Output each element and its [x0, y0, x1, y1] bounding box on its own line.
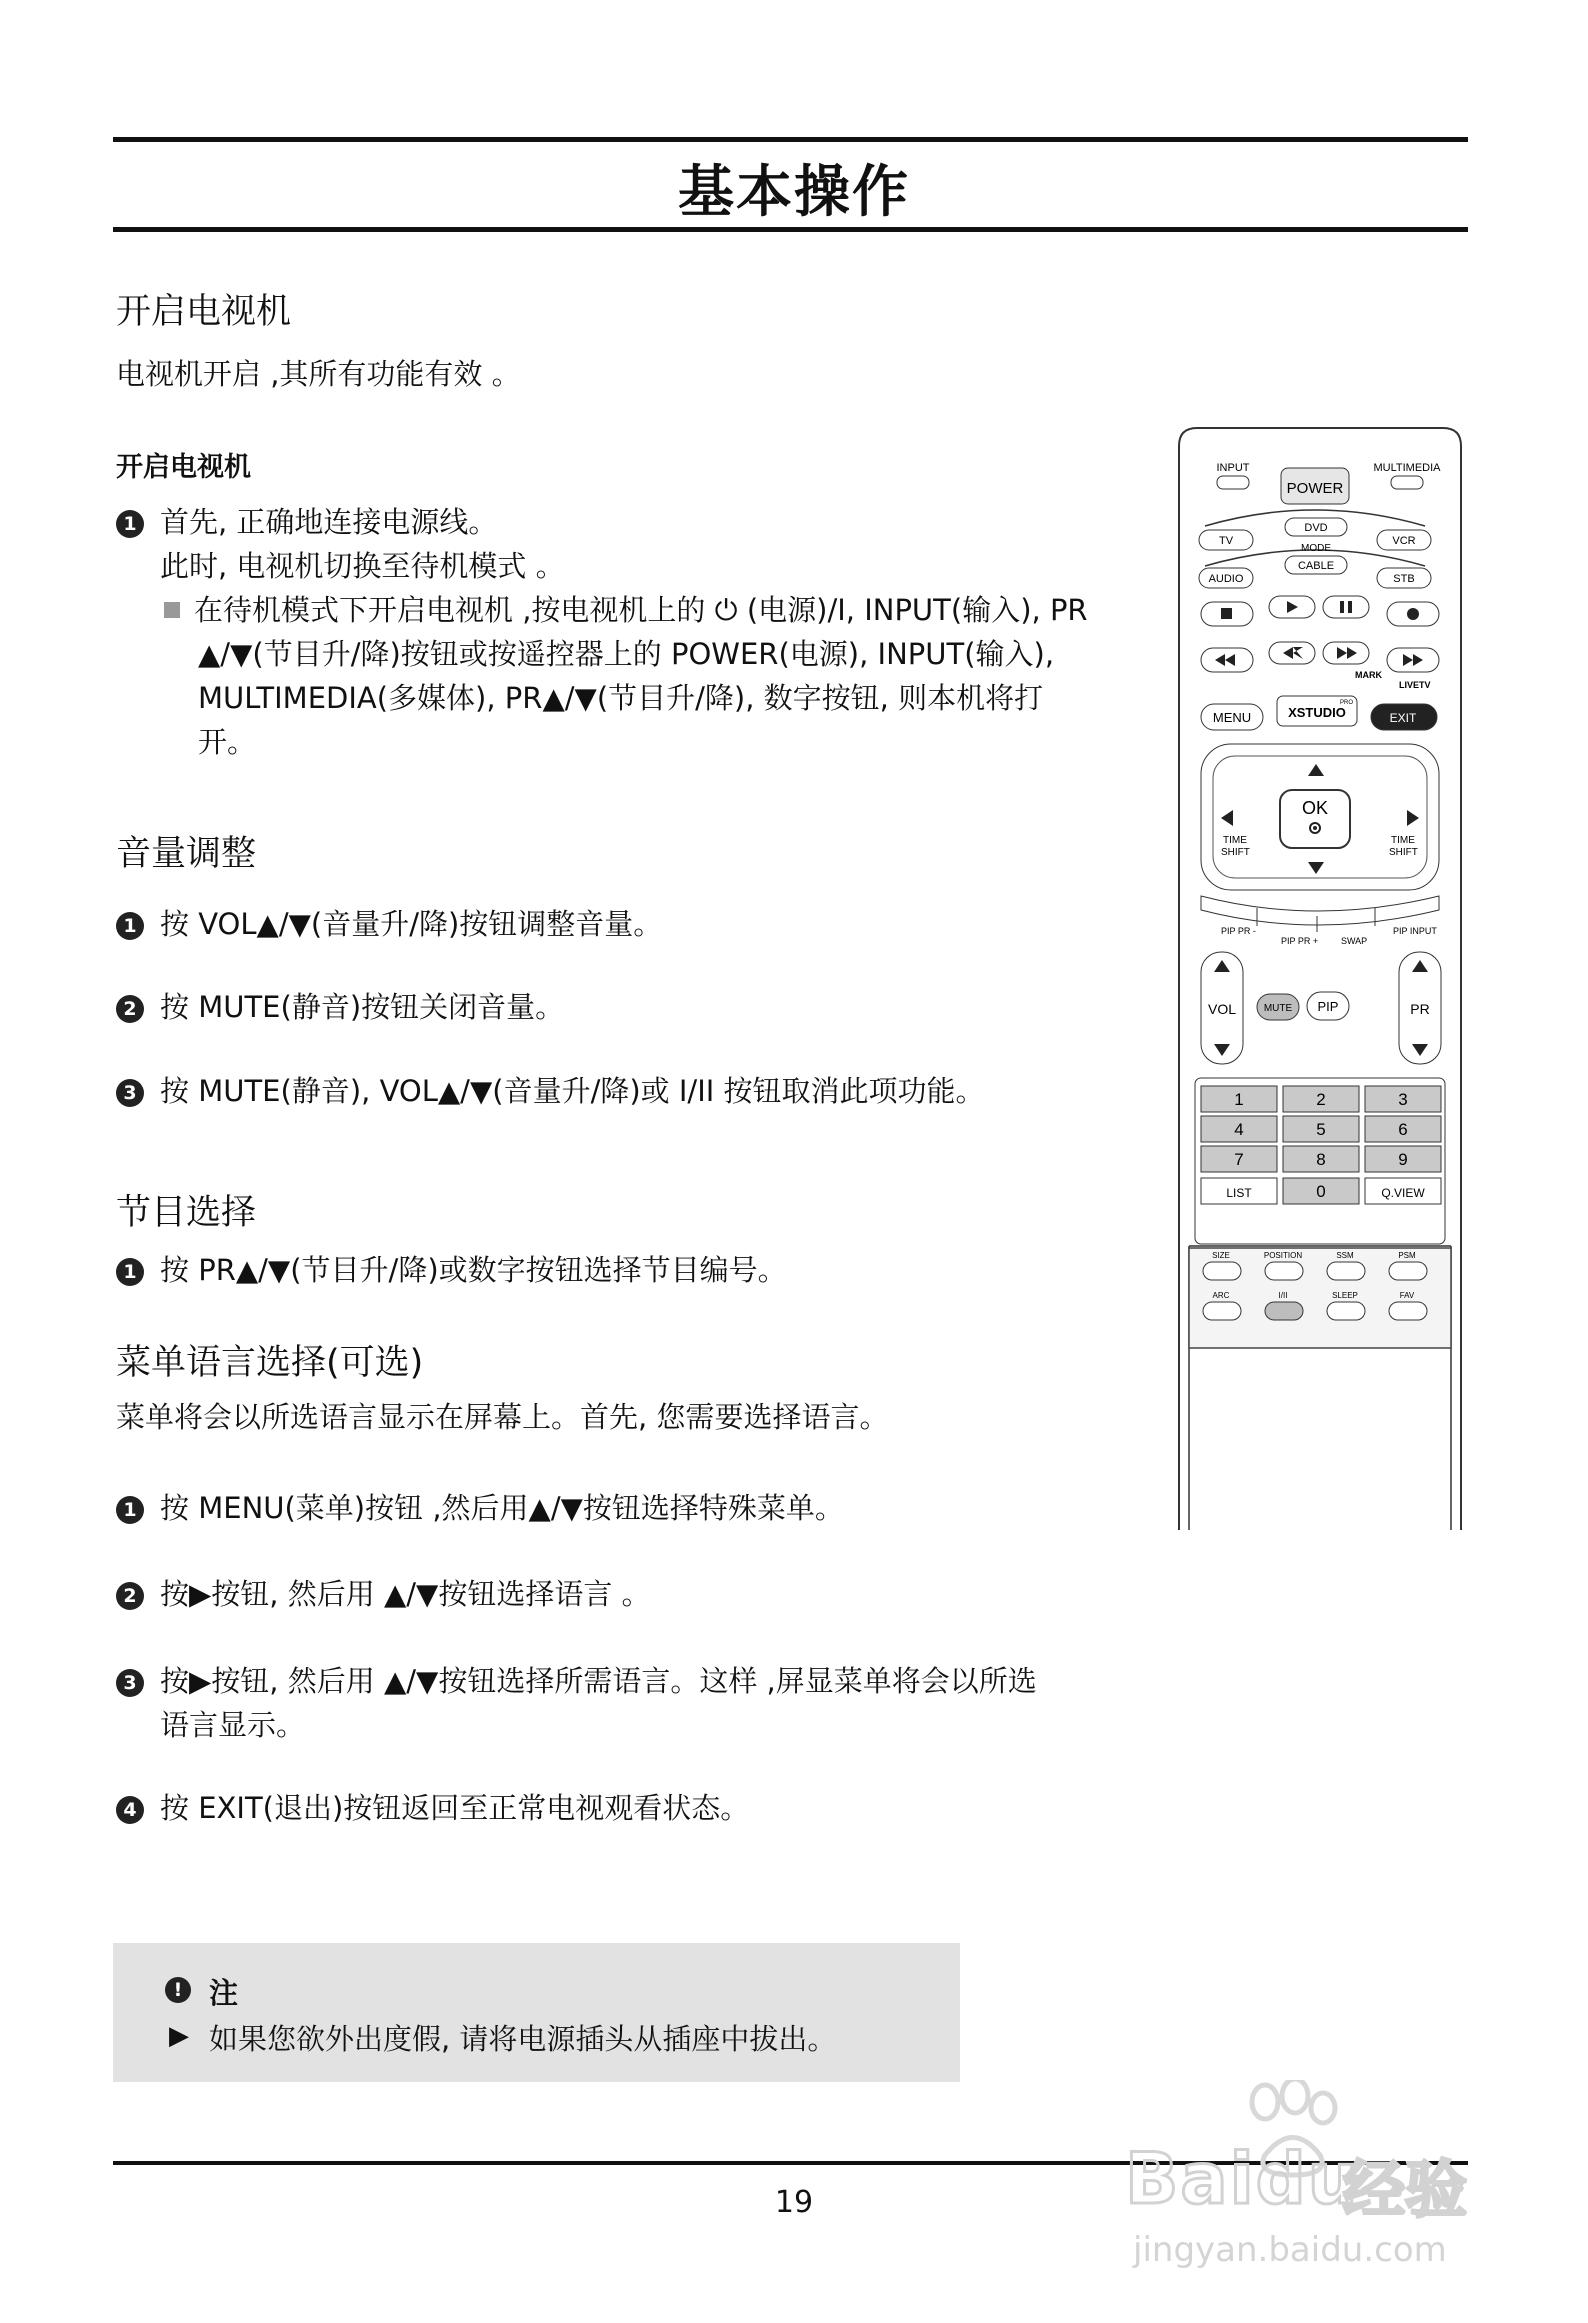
vol-label: VOL [1207, 1001, 1237, 1017]
livetv-label: LIVETV [1399, 680, 1431, 690]
title-rule [113, 227, 1468, 232]
step-text: 按 EXIT(退出)按钮返回至正常电视观看状态。 [160, 1791, 750, 1825]
keypad-key-label: 3 [1398, 1090, 1408, 1109]
pr-label: PR [1410, 1001, 1430, 1017]
step-number: 2 [116, 1582, 144, 1610]
step-number: 1 [116, 510, 144, 538]
keypad-key-label: 8 [1316, 1150, 1326, 1169]
section-heading-power-on: 开启电视机 [116, 292, 292, 332]
watermark-brand-cn: 经验 [1343, 2153, 1468, 2226]
exit-label: EXIT [1389, 711, 1417, 725]
tv-label: TV [1218, 535, 1234, 547]
step-text: 语言显示。 [160, 1708, 306, 1742]
small-button-iii[interactable] [1265, 1302, 1303, 1320]
pip-input-label[interactable]: PIP INPUT [1393, 926, 1437, 936]
keypad-key-label: 9 [1398, 1150, 1408, 1169]
step-number: 1 [116, 1496, 144, 1524]
time-shift-right-label: TIME [1391, 835, 1415, 846]
keypad-key-label: 7 [1234, 1150, 1244, 1169]
small-button-size[interactable] [1203, 1262, 1241, 1280]
note-label: 注 [209, 1976, 239, 2010]
time-shift-right-label: SHIFT [1389, 847, 1418, 858]
top-rule [113, 137, 1468, 142]
step-number: 3 [116, 1079, 144, 1107]
watermark-brand: Baidu [1125, 2138, 1360, 2220]
note-text: 如果您欲外出度假, 请将电源插头从插座中拔出。 [209, 2022, 837, 2056]
page-title: 基本操作 [678, 160, 910, 225]
cable-label: CABLE [1297, 560, 1335, 572]
pro-label: PRO [1340, 700, 1354, 706]
keypad-key-label: 1 [1234, 1090, 1244, 1109]
step-text: 按▶按钮, 然后用 ▲/▼按钮选择所需语言。这样 ,屏显菜单将会以所选 [160, 1664, 1037, 1698]
pip-pr-minus-label[interactable]: PIP PR - [1221, 926, 1256, 936]
mode-label: MODE [1301, 543, 1331, 554]
menu-label: MENU [1212, 710, 1252, 725]
small-button-label: POSITION [1263, 1251, 1303, 1260]
ok-label: OK [1301, 798, 1329, 818]
dvd-label: DVD [1304, 522, 1328, 534]
mute-label: MUTE [1263, 1003, 1293, 1014]
small-button-label: SIZE [1212, 1251, 1230, 1260]
remote-control-illustration [1177, 426, 1463, 1530]
watermark-url: jingyan.baidu.com [1133, 2230, 1447, 2270]
step-number: 2 [116, 995, 144, 1023]
small-button-sleep[interactable] [1327, 1302, 1365, 1320]
time-shift-left-label: TIME [1223, 835, 1247, 846]
power-label: POWER [1286, 480, 1344, 497]
small-button-label: SLEEP [1332, 1291, 1358, 1300]
bullet-line: MULTIMEDIA(多媒体), PR▲/▼(节目升/降), 数字按钮, 则本机将打 [198, 681, 1044, 715]
small-button-psm[interactable] [1389, 1262, 1427, 1280]
multimedia-button[interactable] [1391, 476, 1423, 489]
exclamation-icon: ! [165, 1977, 191, 2003]
pip-pr-plus-label[interactable]: PIP PR + [1281, 936, 1319, 946]
bullet-line: 开。 [198, 725, 257, 759]
step-text: 按 VOL▲/▼(音量升/降)按钮调整音量。 [160, 907, 663, 941]
step-text: 按 MUTE(静音), VOL▲/▼(音量升/降)或 I/II 按钮取消此项功能。 [160, 1074, 985, 1108]
small-button-fav[interactable] [1389, 1302, 1427, 1320]
small-button-label: SSM [1336, 1251, 1354, 1260]
step-number: 4 [116, 1796, 144, 1824]
small-button-arc[interactable] [1203, 1302, 1241, 1320]
subheading-power-on: 开启电视机 [116, 452, 251, 483]
step-text: 按 MENU(菜单)按钮 ,然后用▲/▼按钮选择特殊菜单。 [160, 1491, 844, 1525]
step-text: 此时, 电视机切换至待机模式 。 [160, 549, 565, 583]
keypad-key-label: Q.VIEW [1381, 1186, 1425, 1200]
step-number: 1 [116, 912, 144, 940]
multimedia-label: MULTIMEDIA [1373, 462, 1441, 474]
pause-icon [1340, 601, 1344, 613]
bullet-line: ▲/▼(节目升/降)按钮或按遥控器上的 POWER(电源), INPUT(输入), [198, 637, 1055, 671]
triangle-bullet-icon: ▶ [169, 2021, 189, 2051]
square-bullet-icon [164, 602, 180, 618]
note-box [113, 1943, 960, 2082]
page-number: 19 [774, 2185, 814, 2220]
input-button[interactable] [1217, 476, 1249, 489]
time-shift-left-label: SHIFT [1221, 847, 1250, 858]
step-text: 按▶按钮, 然后用 ▲/▼按钮选择语言 。 [160, 1577, 651, 1611]
step-number: 3 [116, 1669, 144, 1697]
keypad-key-label: 6 [1398, 1120, 1408, 1139]
small-button-label: ARC [1212, 1291, 1230, 1300]
section-intro: 电视机开启 ,其所有功能有效 。 [116, 357, 521, 391]
step-number: 1 [116, 1258, 144, 1286]
keypad-key-label: 4 [1234, 1120, 1244, 1139]
step-text: 按 PR▲/▼(节目升/降)或数字按钮选择节目编号。 [160, 1253, 787, 1287]
vcr-label: VCR [1392, 535, 1416, 547]
stop-icon [1221, 608, 1232, 619]
stb-label: STB [1393, 573, 1415, 585]
record-icon [1407, 608, 1419, 620]
small-button-ssm[interactable] [1327, 1262, 1365, 1280]
step-text: 按 MUTE(静音)按钮关闭音量。 [160, 990, 565, 1024]
section-intro: 菜单将会以所选语言显示在屏幕上。首先, 您需要选择语言。 [116, 1400, 889, 1434]
keypad-key-label: 0 [1316, 1182, 1326, 1201]
baidu-watermark [1115, 2080, 1515, 2280]
section-heading-channel: 节目选择 [116, 1193, 257, 1233]
bullet-line: 在待机模式下开启电视机 ,按电视机上的 ⏻ (电源)/I, INPUT(输入), PR [164, 588, 1088, 632]
keypad-key-label: 2 [1316, 1090, 1326, 1109]
pause-button[interactable] [1323, 596, 1369, 618]
audio-label: AUDIO [1208, 573, 1244, 585]
small-button-label: FAV [1399, 1291, 1415, 1300]
input-label: INPUT [1216, 462, 1250, 474]
swap-label[interactable]: SWAP [1341, 936, 1368, 946]
xstudio-label: XSTUDIO [1288, 705, 1346, 720]
section-heading-menu-language: 菜单语言选择(可选) [116, 1343, 424, 1383]
small-button-position[interactable] [1265, 1262, 1303, 1280]
keypad-key-label: LIST [1226, 1186, 1252, 1200]
small-button-label: I/II [1278, 1291, 1288, 1300]
small-button-label: PSM [1398, 1251, 1416, 1260]
step-text: 首先, 正确地连接电源线。 [160, 505, 498, 539]
pip-label: PIP [1317, 999, 1339, 1014]
keypad-key-label: 5 [1316, 1120, 1326, 1139]
section-heading-volume: 音量调整 [116, 834, 257, 874]
mark-label: MARK [1355, 670, 1382, 680]
